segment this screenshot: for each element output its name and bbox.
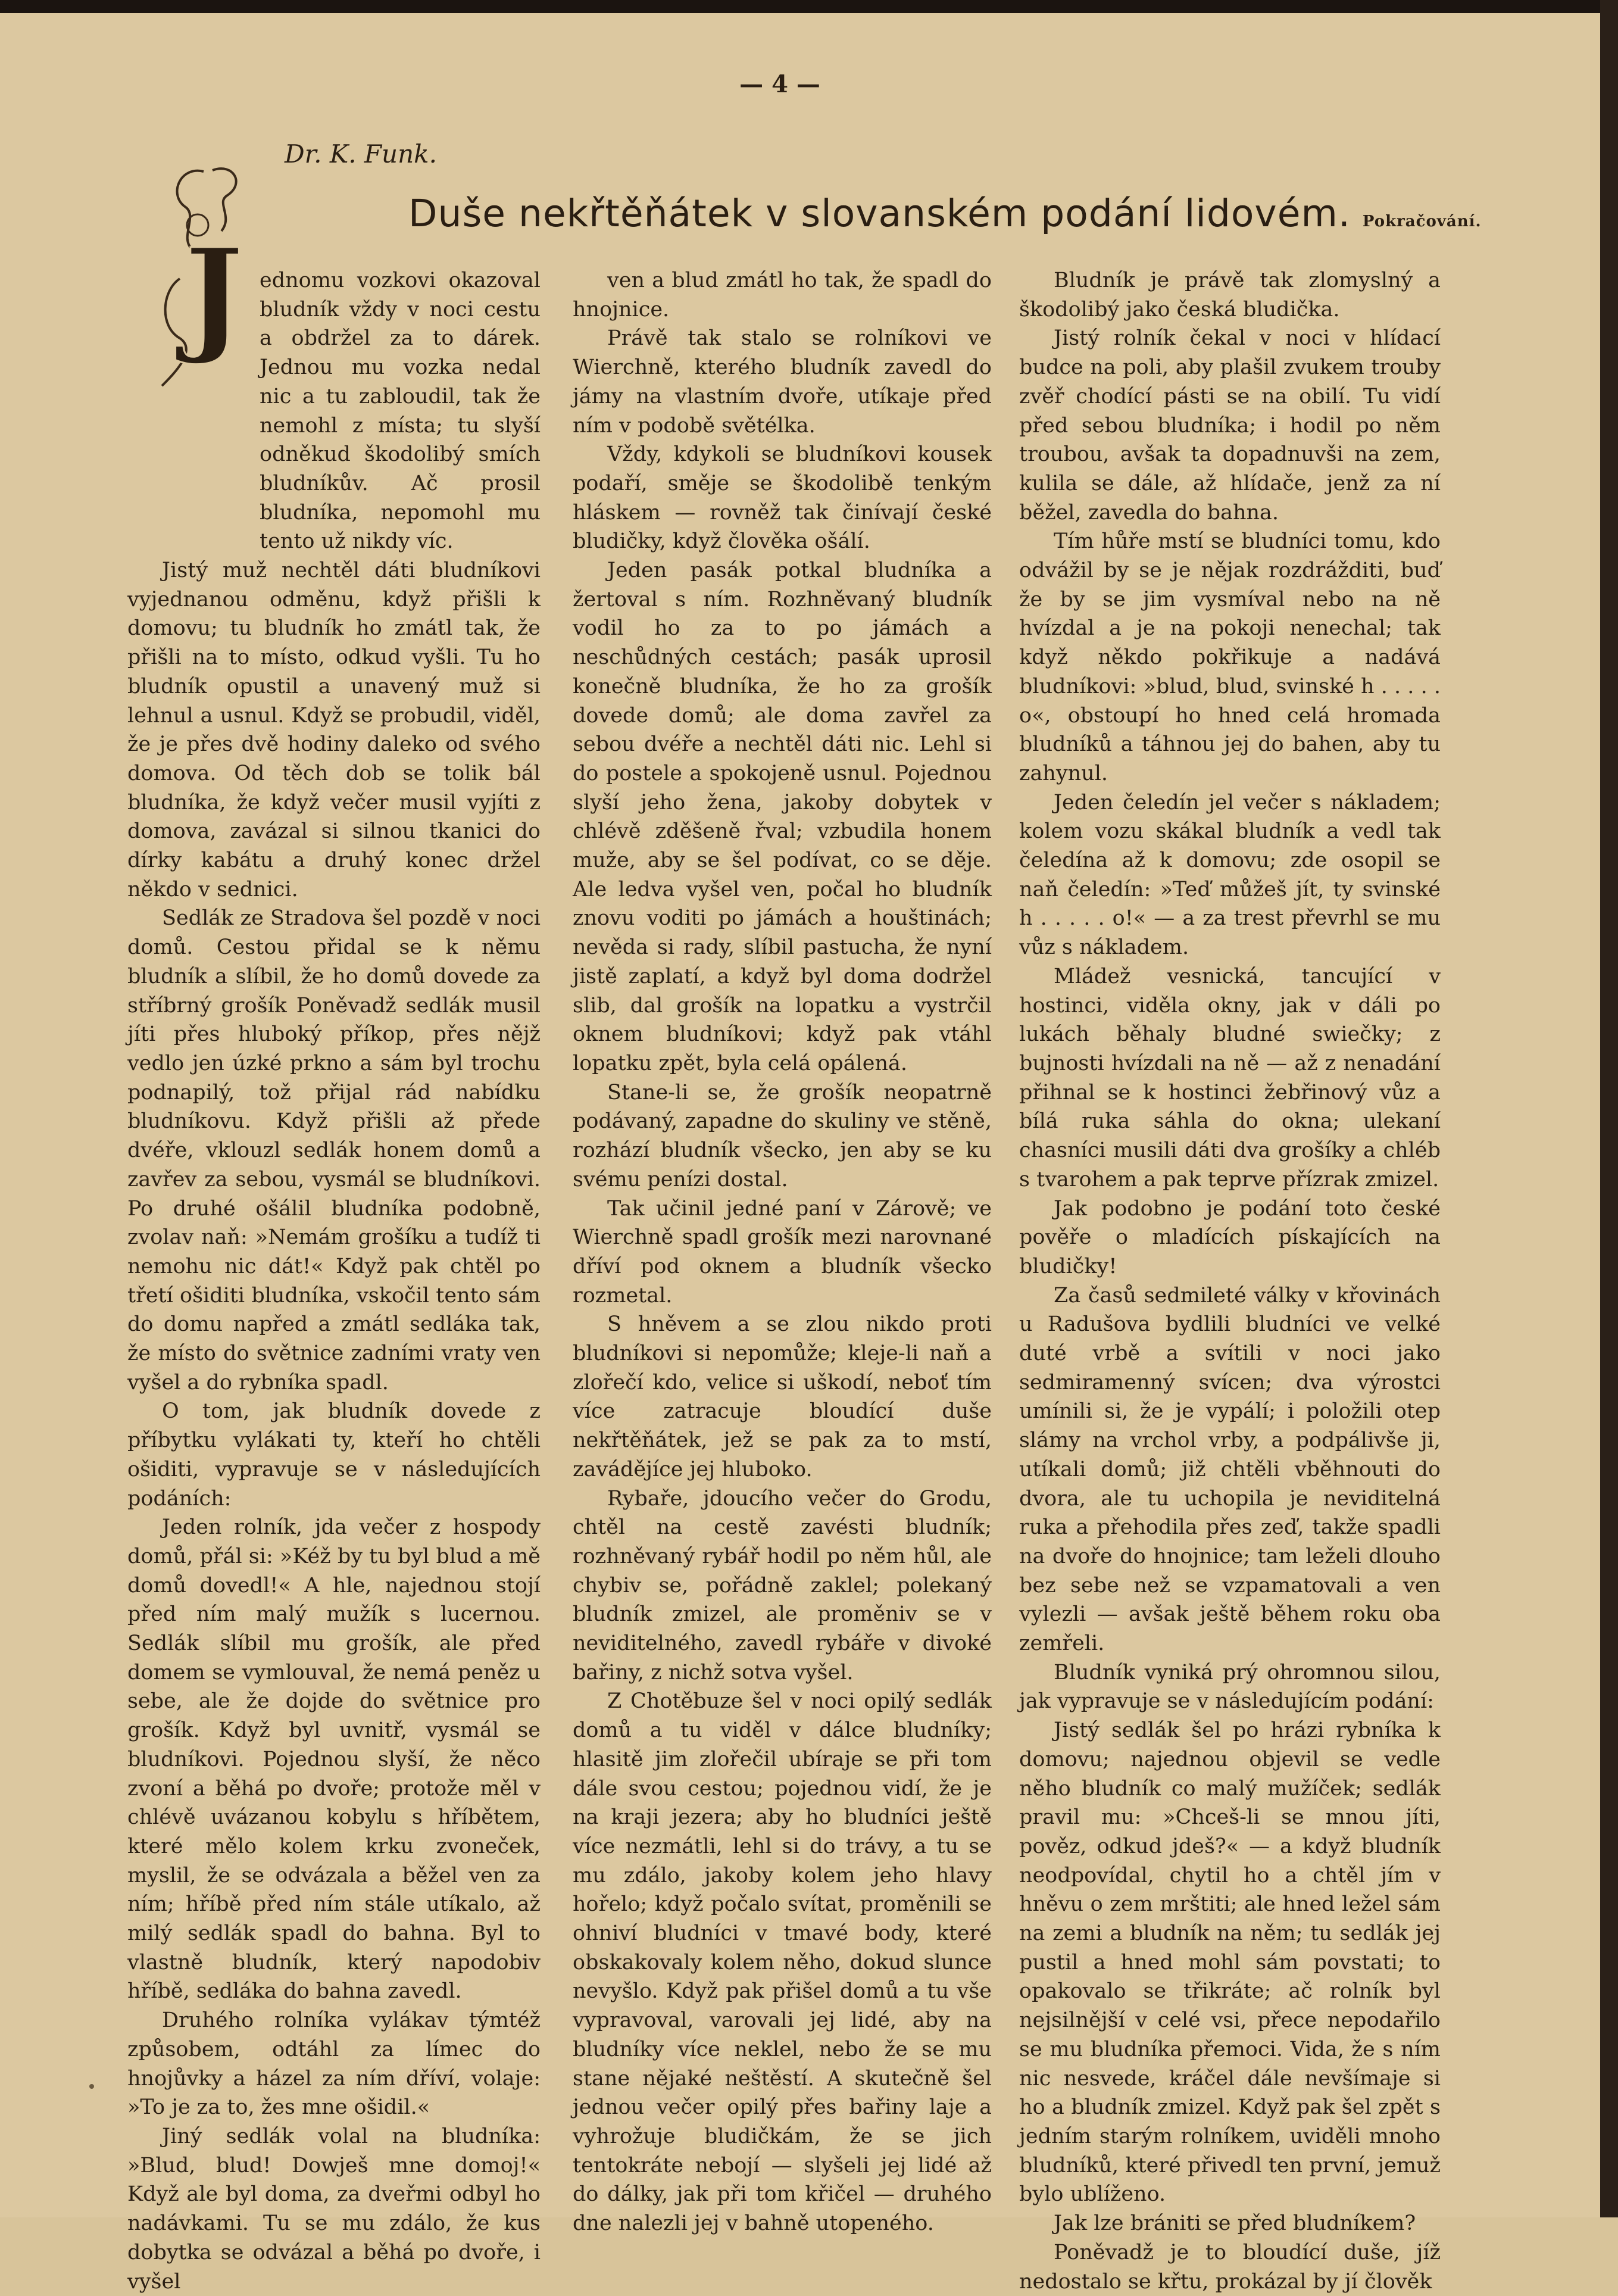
paragraph: S hněvem a se zlou nikdo proti bludníkovi si nepomůže; kleje-li naň a zlořečí kdo, velice si uškodí, neboť tím více zatracuje bloudící duše nekřtěňátek, jež se pak za to mstí, zavádějíce jej hluboko. (573, 1312, 992, 1481)
paragraph: Stane-li se, že grošík neopatrně podávaný, zapadne do skuliny ve stěně, rozhází bludník všecko, jen aby se ku svému penízi dostal. (573, 1080, 992, 1191)
paragraph: Jeden rolník, jda večer z hospody domů, přál si: »Kéž by tu byl blud a mě domů dovedl!« A hle, najednou stojí před ním malý mužík s lucernou. Sedlák slíbil mu grošík, ale před domem se vymlouval, že nemá peněz u sebe, ale že dojde do světnice pro grošík. Když byl uvnitř, vysmál se bludníkovi. Pojednou slyší, že něco zvoní a běhá po dvoře; protože měl v chlévě uvázanou kobylu s hříbětem, které mělo kolem krku zvoneček, myslil, že se odvázala a běžel ven za ním; hříbě před ním stále utíkalo, až milý sedlák spadl do bahna. Byl to vlastně bludník, který napodobiv hříbě, sedláka do bahna zavedl. (127, 1515, 541, 2004)
article-title (408, 192, 1516, 235)
scan-top-edge (0, 0, 1618, 13)
paragraph: O tom, jak bludník dovede z příbytku vylákati ty, kteří ho chtěli ošiditi, vypravuje se v následujících podáních: (127, 1399, 541, 1511)
paragraph: ednomu vozkovi okazoval bludník vždy v noci cestu a obdržel za to dárek. Jednou mu vozka nedal nic a tu zabloudil, tak že nemohl z místa; tu slyší odněkud škodolibý smích bludníkův. Ač prosil bludníka, nepomohl mu tento už nikdy víc. (260, 269, 541, 554)
title-text: Duše nekřtěňátek v slovanském podání lidovém. (408, 192, 1351, 235)
paragraph: Jeden čeledín jel večer s nákladem; kolem vozu skákal bludník a vedl tak čeledína až k domovu; zde osopil se naň čeledín: »Teď můžeš jít, ty svinské h . . . . . o!« — a za trest převrhl se mu vůz s nákladem. (1019, 790, 1441, 960)
ink-speck (89, 2084, 94, 2089)
paragraph: Vždy, kdykoli se bludníkovi kousek podaří, směje se škodolibě tenkým hláskem — rovněž tak činívají české bludičky, když člověka ošálí. (573, 442, 992, 554)
paragraph: Mládež vesnická, tancující v hostinci, viděla okny, jak v dáli po lukách běhaly bludné swiečky; z bujnosti hvízdali na ně — až z nenadání přihnal se k hostinci žebřinový vůz a bílá ruka sáhla do okna; ulekaní chasníci musili dáti dva grošíky a chléb s tvarohem a pak teprve přízrak zmizel. (1019, 964, 1441, 1191)
paragraph: Jak podobno je podání toto české pověře o mladících pískajících na bludičky! (1019, 1196, 1441, 1278)
column-1 (127, 266, 541, 2296)
column-3 (1019, 266, 1441, 2296)
paragraph: ven a blud zmátl ho tak, že spadl do hnojnice. (573, 269, 992, 322)
paragraph: Bludník je právě tak zlomyslný a škodolibý jako česká bludička. (1019, 269, 1441, 322)
scan-right-edge (1600, 0, 1618, 2217)
paragraph: Jistý sedlák šel po hrázi rybníka k domovu; najednou objevil se vedle něho bludník co malý mužíček; sedlák pravil mu: »Chceš-li se mnou jíti, pověz, odkud jdeš?« — a když bludník neodpovídal, chytil ho a chtěl jím v hněvu o zem mrštiti; ale hned ležel sám na zemi a bludník na něm; tu sedlák jej pustil a hned mohl sám povstati; to opakovalo se třikráte; ač rolník byl nejsilnější v celé vsi, přece nepodařilo se mu bludníka přemoci. Vida, že s ním nic nesvede, kráčel dále nevšímaje si ho a bludník zmizel. Když pak šel zpět s jedním starým rolníkem, uviděli mnoho bludníků, které přivedl ten první, jemuž bylo ublíženo. (1019, 1718, 1441, 2207)
paragraph: Za časů sedmileté války v křovinách u Radušova bydlili bludníci ve velké duté vrbě a svítili v noci jako sedmiramenný svícen; dva výrostci umínili si, že je vypálí; i položili otep slámy na vrchol vrby, a podpálivše ji, utíkali domů; již chtěli vběhnouti do dvora, ale tu uchopila je neviditelná ruka a přehodila přes zeď, takže spadli na dvoře do hnojnice; tam leželi dlouho bez sebe než se vzpamatovali a ven vylezli — avšak ještě během roku oba zemřeli. (1019, 1283, 1441, 1656)
author-name: Dr. K. Funk. (285, 139, 437, 169)
page-number: — 4 — (739, 70, 820, 98)
column-2 (573, 266, 992, 2238)
paragraph: Právě tak stalo se rolníkovi ve Wierchně, kterého bludník zavedl do jámy na vlastním dvoře, utíkaje před ním v podobě světélka. (573, 326, 992, 438)
paragraph: Poněvadž je to bloudící duše, jíž nedostalo se křtu, prokázal by jí člověk (1019, 2240, 1441, 2294)
paragraph: Tím hůře mstí se bludníci tomu, kdo odvážil by se je nějak rozdrážditi, buď že by se jim vysmíval nebo na ně hvízdal a je na pokoji nenechal; tak když někdo pokřikuje a nadává bludníkovi: »blud, blud, svinské h . . . . . o«, obstoupí ho hned celá hromada bludníků a táhnou jej do bahen, aby tu zahynul. (1019, 529, 1441, 785)
paragraph: Jeden pasák potkal bludníka a žertoval s ním. Rozhněvaný bludník vodil ho za to po jámách a neschůdných cestách; pasák uprosil konečně bludníka, že ho za grošík dovede domů; ale doma zavřel za sebou dvéře a nechtěl dáti nic. Lehl si do postele a spokojeně usnul. Pojednou slyší jeho žena, jakoby dobytek v chlévě zděšeně řval; vzbudila honem muže, aby se šel podívat, co se děje. Ale ledva vyšel ven, počal ho bludník znovu voditi po jámách a houštinách; nevěda si rady, slíbil pastucha, že nyní jistě zaplatí, a když byl doma dodržel slib, dal grošík na lopatku a vystrčil oknem bludníkovi; když pak vtáhl lopatku zpět, byla celá opálená. (573, 559, 992, 1075)
initial-letter: J (185, 221, 244, 368)
paragraph: Jistý rolník čekal v noci v hlídací budce na poli, aby plašil zvukem trouby zvěř chodící pásti se na obilí. Tu vidí před sebou bludníka; i hodil po něm troubou, avšak ta dopadnuvši na zem, kulila se dále, až hlídače, jenž za ní běžel, zavedla do bahna. (1019, 326, 1441, 525)
paragraph: Sedlák ze Stradova šel pozdě v noci domů. Cestou přidal se k němu bludník a slíbil, že ho domů dovede za stříbrný grošík Poněvadž sedlák musil jíti přes hluboký příkop, přes nějž vedlo jen úzké prkno a sám byl trochu podnapilý, tož přijal rád nabídku bludníkovu. Když přišli až přede dvéře, vklouzl sedlák honem domů a zavřev za sebou, vysmál se bludníkovi. Po druhé ošálil bludníka podobně, zvolav naň: »Nemám grošíku a tudíž ti nemohu nic dát!« Když pak chtěl po třetí ošiditi bludníka, vskočil tento sám do domu napřed a zmátl sedláka tak, že místo do světnice zadními vraty ven vyšel a do rybníka spadl. (127, 906, 541, 1395)
paragraph: Druhého rolníka vylákav týmtéž způsobem, odtáhl za límec do hnojůvky a házel za ním dříví, volaje: »To je za to, žes mne ošidil.« (127, 2008, 541, 2120)
paragraph: Z Chotěbuze šel v noci opilý sedlák domů a tu viděl v dálce bludníky; hlasitě jim zlořečil ubíraje se při tom dále svou cestou; pojednou vidí, že je na kraji jezera; aby ho bludníci ještě více nezmátli, lehl si do trávy, a tu se mu zdálo, jakoby kolem jeho hlavy hořelo; když počalo svítat, proměnili se ohniví bludníci v tmavé body, které obskakovaly kolem něho, dokud slunce nevyšlo. Když pak přišel domů a tu vše vypravoval, varovali jej lidé, aby na bludníky více neklel, nebo že se mu stane nějaké neštěstí. A skutečně šel jednou večer opilý přes bařiny laje a vyhrožuje bludičkám, že se jich tentokráte nebojí — slyšeli jej lidé až do dálky, jak při tom křičel — druhého dne nalezli jej v bahně utopeného. (573, 1689, 992, 2236)
paragraph: Tak učinil jedné paní v Zárově; ve Wierchně spadl grošík mezi narovnané dříví pod oknem a bludník všecko rozmetal. (573, 1196, 992, 1308)
paragraph: Jistý muž nechtěl dáti bludníkovi vyjednanou odměnu, když přišli k domovu; tu bludník ho zmátl tak, že přišli na to místo, odkud vyšli. Tu ho bludník opustil a unavený muž si lehnul a usnul. Když se probudil, viděl, že je přes dvě hodiny daleko od svého domova. Od těch dob se tolik bál bludníka, že když večer musil vyjíti z domova, zavázal si silnou tkanici do dírky kabátu a druhý konec držel někdo v sednici. (127, 559, 541, 901)
paragraph: Rybaře, jdoucího večer do Grodu, chtěl na cestě zavésti bludník; rozhněvaný rybář hodil po něm hůl, ale chybiv se, pořádně zaklel; polekaný bludník zmizel, ale proměniv se v neviditelného, zavedl rybáře v divoké bařiny, z nichž sotva vyšel. (573, 1486, 992, 1684)
continued-note: Pokračování. (1362, 213, 1482, 230)
paragraph: Jak lze brániti se před bludníkem? (1054, 2211, 1416, 2236)
paragraph: Jiný sedlák volal na bludníka: »Blud, blud! Dowješ mne domoj!« Když ale byl doma, za dveřmi odbyl ho nadávkami. Tu se mu zdálo, že kus dobytka se odvázal a běhá po dvoře, i vyšel (127, 2125, 541, 2294)
paragraph: Bludník vyniká prý ohromnou silou, jak vypravuje se v následujícím podání: (1019, 1660, 1441, 1714)
